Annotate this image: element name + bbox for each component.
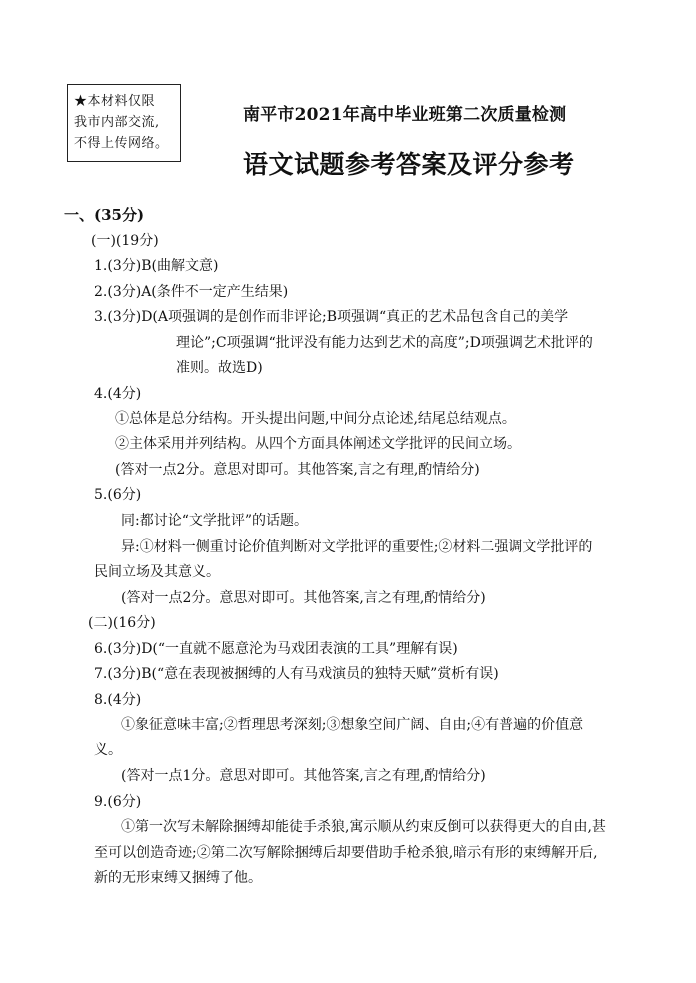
answer-q8-heading: 8.(4分)	[94, 692, 142, 708]
answer-q5-difference-line-2: 民间立场及其意义。	[94, 564, 220, 580]
answer-q3-line-2: 理论”;C项强调“批评没有能力达到艺术的高度”;D项强调艺术批评的	[176, 335, 593, 351]
part-one-heading: (一)(19分)	[91, 233, 159, 249]
answer-q2: 2.(3分)A(条件不一定产生结果)	[94, 284, 289, 300]
part-two-heading: (二)(16分)	[88, 615, 156, 631]
answer-q4-heading: 4.(4分)	[94, 386, 142, 402]
section-one-heading: 一、(35分)	[64, 206, 145, 224]
answer-q5-scoring-note: (答对一点2分。意思对即可。其他答案,言之有理,酌情给分)	[121, 590, 486, 606]
answer-q8-line-2: 义。	[94, 742, 122, 758]
notice-line-3: 不得上传网络。	[74, 136, 169, 151]
answer-q6: 6.(3分)D(“一直就不愿意沦为马戏团表演的工具”理解有误)	[94, 641, 458, 657]
answer-q9-heading: 9.(6分)	[94, 794, 142, 810]
distribution-notice-box	[67, 84, 181, 162]
answer-q9-line-1: ①第一次写未解除捆缚却能徒手杀狼,寓示顺从约束反倒可以获得更大的自由,甚	[121, 819, 606, 835]
answer-q4-scoring-note: (答对一点2分。意思对即可。其他答案,言之有理,酌情给分)	[115, 462, 480, 478]
answer-q5-heading: 5.(6分)	[94, 487, 142, 503]
answer-q5-similarity: 同:都讨论“文学批评”的话题。	[121, 513, 309, 529]
answer-q8-line-1: ①象征意味丰富;②哲理思考深刻;③想象空间广阔、自由;④有普遍的价值意	[121, 717, 584, 733]
answer-q9-line-3: 新的无形束缚又捆缚了他。	[94, 870, 262, 886]
answer-q3-line-1: 3.(3分)D(A项强调的是创作而非评论;B项强调“真正的艺术品包含自己的美学	[94, 309, 569, 325]
answer-q7: 7.(3分)B(“意在表现被捆缚的人有马戏演员的独特天赋”赏析有误)	[94, 666, 499, 682]
answer-q3-line-3: 准则。故选D)	[176, 360, 263, 376]
answer-q5-difference-line-1: 异:①材料一侧重讨论价值判断对文学批评的重要性;②材料二强调文学批评的	[121, 539, 593, 555]
answer-q1: 1.(3分)B(曲解文意)	[94, 258, 219, 274]
answer-q4-point-1: ①总体是总分结构。开头提出问题,中间分点论述,结尾总结观点。	[115, 411, 516, 427]
notice-line-1: ★本材料仅限	[74, 94, 156, 109]
answer-q8-scoring-note: (答对一点1分。意思对即可。其他答案,言之有理,酌情给分)	[121, 768, 486, 784]
exam-title: 南平市2021年高中毕业班第二次质量检测	[243, 105, 567, 125]
notice-line-2: 我市内部交流,	[74, 115, 160, 130]
answer-q4-point-2: ②主体采用并列结构。从四个方面具体阐述文学批评的民间立场。	[115, 436, 521, 452]
answer-q9-line-2: 至可以创造奇迹;②第二次写解除捆缚后却要借助手枪杀狼,暗示有形的束缚解开后,	[94, 845, 598, 861]
document-title: 语文试题参考答案及评分参考	[243, 150, 575, 179]
